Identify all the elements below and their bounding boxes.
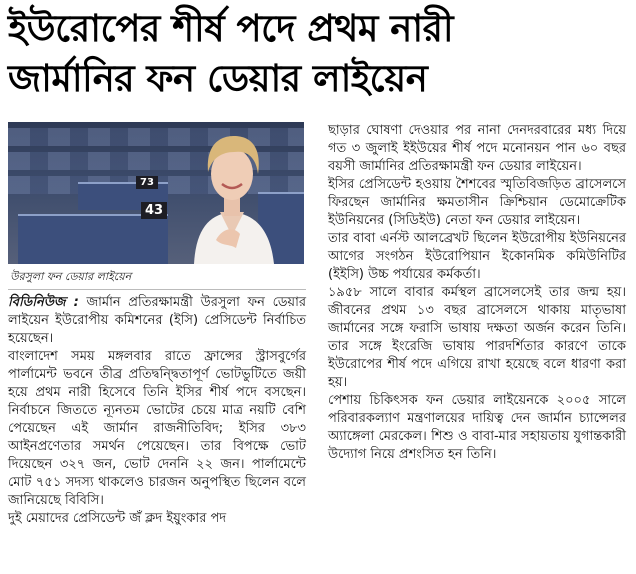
article-column-left: [8, 294, 306, 528]
body-paragraph: দুই মেয়াদের প্রেসিডেন্ট জঁ ক্লদ ইয়ুংকার পদ: [8, 511, 227, 526]
speaker-portrait: [176, 128, 288, 264]
body-paragraph: বাংলাদেশ সময় মঙ্গলবার রাতে ফ্রান্সের স্ট্রাসবুর্গের পার্লামেন্ট ভবনে তীব্র প্রতিদ্বন্দ্বিতাপূর্ণ ভোটভুটিতে জয়ী হয়ে প্রথম নারী হিসেবে তিনি ইসির শীর্ষ পদে বসছেন। নির্বাচনে জিততে ন্যূনতম ভোটের চেয়ে মাত্র নয়টি বেশি পেয়েছেন এই জার্মান রাজনীতিবিদ; ইসির ৩৮৩ আইনপ্রণেতার সমর্থন পেয়েছেন। তার বিপক্ষে ভোট দিয়েছেন ৩২৭ জন, ভোট দেননি ২২ জন। পার্লামেন্টে মোট ৭৫১ সদস্য থাকলেও চারজন অনুপস্থিত ছিলেন বলে জানিয়েছে বিবিসি।: [8, 349, 306, 508]
headline-line-2: জার্মানির ফন ডেয়ার লাইয়েন: [8, 57, 428, 100]
body-paragraph: ছাড়ার ঘোষণা দেওয়ার পর নানা দেনদরবারের মধ্য দিয়ে গত ৩ জুলাই ইইউয়ের শীর্ষ পদে মনোনয়ন পান ৬০ বছর বয়সী জার্মানির প্রতিরক্ষামন্ত্রী ফন ডেয়ার লাইয়েন।: [328, 123, 626, 174]
body-paragraph: পেশায় চিকিৎসক ফন ডেয়ার লাইয়েনকে ২০০৫ সালে পরিবারকল্যাণ মন্ত্রণালয়ের দায়িত্ব দেন জার্মান চ্যান্সেলর অ্যাঙ্গেলা মেরকেল। শিশু ও বাবা-মার সহায়তায় যুগান্তকারী উদ্যোগ নিয়ে প্রশংসিত হন তিনি।: [328, 393, 626, 462]
desk-number-tag: 73: [136, 176, 158, 189]
headline-line-1: ইউরোপের শীর্ষ পদে প্রথম নারী: [8, 7, 454, 50]
article-column-right: [328, 122, 626, 464]
body-paragraph: ইসির প্রেসিডেন্ট হওয়ায় শৈশবের স্মৃতিবিজড়িত ব্রাসেলসে ফিরছেন জার্মানির ক্ষমতাসীন ক্রিশ্চিয়ান ডেমোক্রেটিক ইউনিয়নের (সিডিইউ) নেতা ফন ডেয়ার লাইয়েন।: [328, 177, 626, 228]
body-paragraph: ১৯৫৮ সালে বাবার কর্মস্থল ব্রাসেলসেই তার জন্ম হয়। জীবনের প্রথম ১৩ বছর ব্রাসেলসে থাকায় মাতৃভাষা জার্মানের সঙ্গে ফরাসি ভাষায় দক্ষতা অর্জন করেন তিনি। তার সঙ্গে ইংরেজি ভাষায় পারদর্শিতার কারণে তাকে ইউরোপের শীর্ষ পদে এগিয়ে রাখা হয়েছে বলে ধারণা করা হয়।: [328, 285, 626, 390]
dateline: বিডিনিউজ :: [8, 295, 79, 310]
article-headline: [8, 4, 628, 104]
body-paragraph: তার বাবা এর্নস্ট আলব্রেখট ছিলেন ইউরোপীয় ইউনিয়নের আগের সংগঠন ইউরোপিয়ান ইকোনমিক কমিউনিটির (ইইসি) উচ্চ পর্যায়ের কর্মকর্তা।: [328, 231, 626, 282]
caption-divider: [8, 289, 306, 290]
article-photo: [8, 122, 304, 264]
lead-paragraph: [8, 294, 306, 348]
desk-number-tag: 43: [141, 202, 167, 219]
parliament-desk: [18, 214, 168, 264]
photo-caption: উরসুলা ফন ডেয়ার লাইয়েন: [10, 270, 132, 283]
lead-text: জার্মান প্রতিরক্ষামন্ত্রী উরসুলা ফন ডেয়ার লাইয়েন ইউরোপীয় কমিশনের (ইসি) প্রেসিডেন্ট নির্বাচিত হয়েছেন।: [8, 295, 306, 346]
